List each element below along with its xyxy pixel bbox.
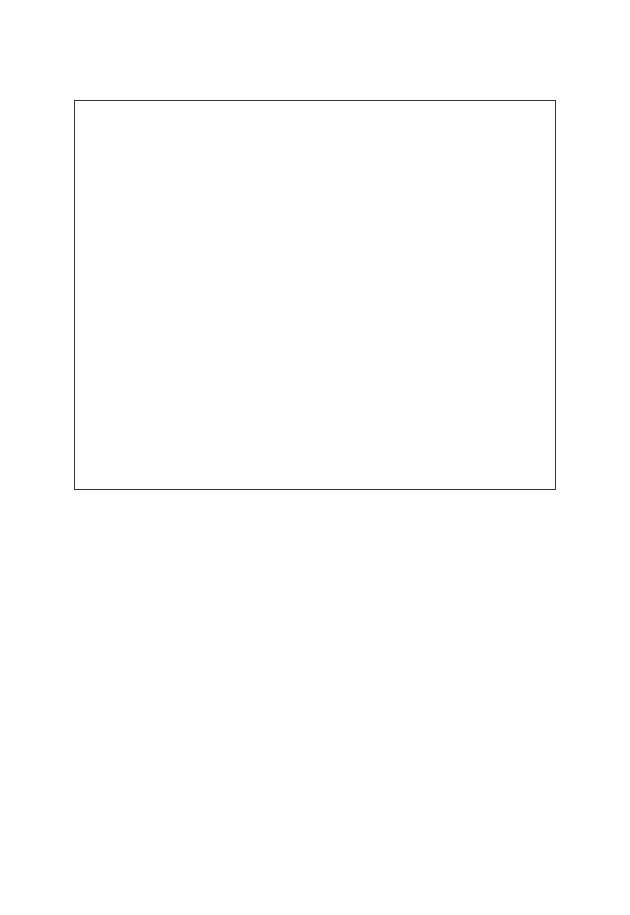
document-box	[74, 100, 556, 490]
